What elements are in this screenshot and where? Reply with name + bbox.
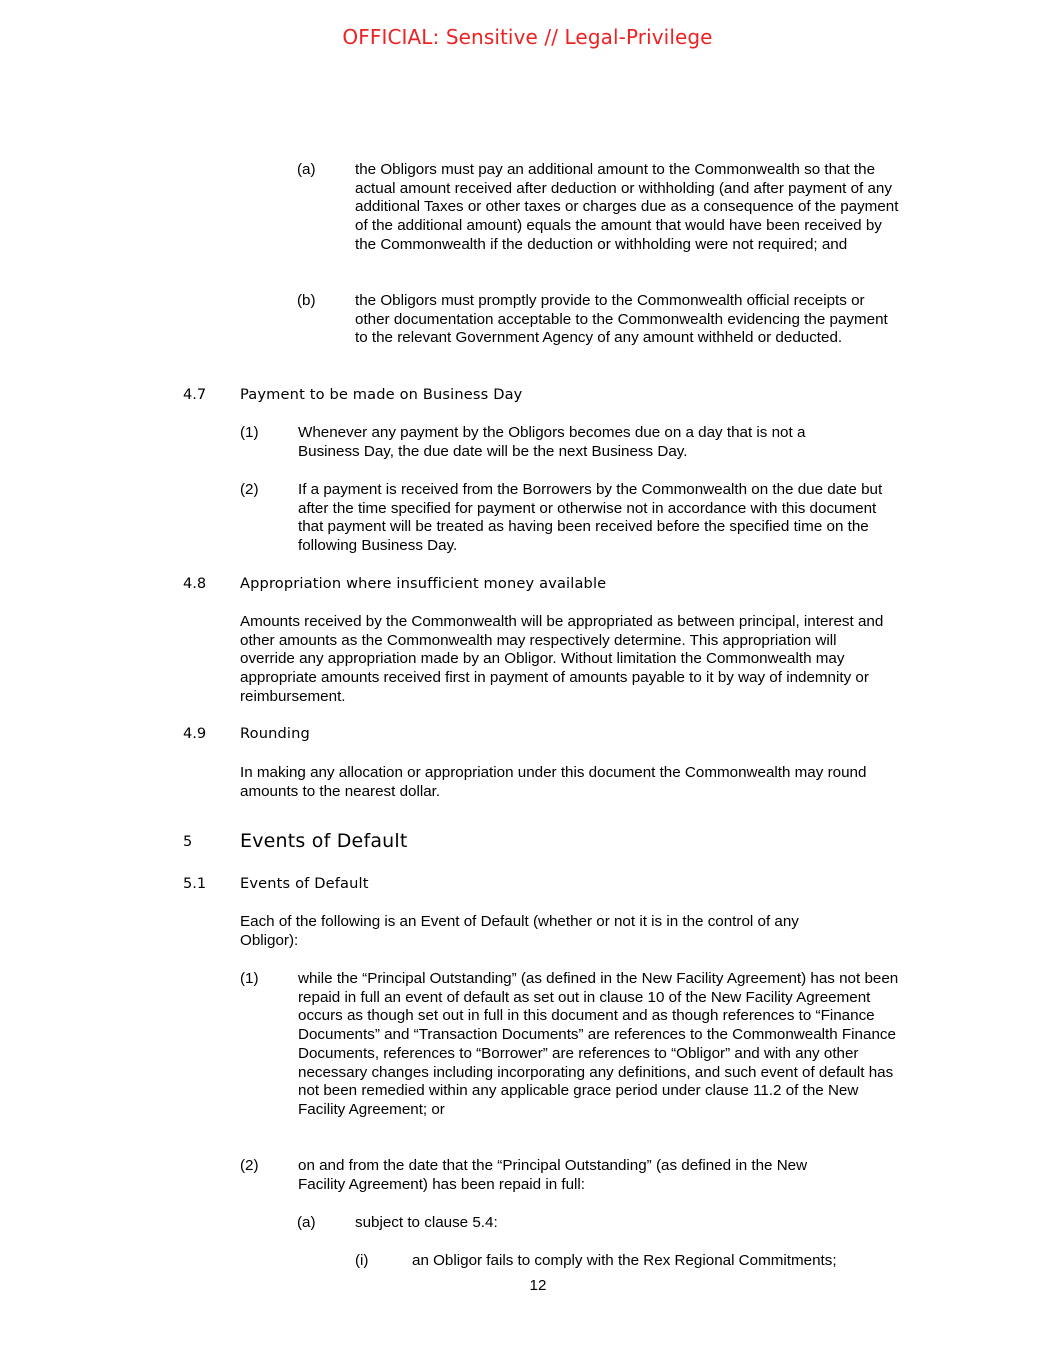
- clause-4-7-1-text: Whenever any payment by the Obligors becomes due on a day that is not a Business Day, the due date will be the next Business Day.: [298, 424, 806, 460]
- clause-5-1-2-a-label: (a): [297, 1214, 316, 1231]
- clause-4-7-number: 4.7: [183, 386, 207, 403]
- section-5-heading: Events of Default: [240, 830, 408, 852]
- clause-4-9-body: In making any allocation or appropriation under this document the Commonwealth may round amounts to the nearest dollar.: [240, 764, 867, 800]
- clause-4-9-heading: Rounding: [240, 725, 310, 742]
- clause-4-8-heading: Appropriation where insufficient money available: [240, 575, 607, 592]
- clause-4-7-heading: Payment to be made on Business Day: [240, 386, 523, 403]
- clause-5-1-2-a-text: subject to clause 5.4:: [355, 1214, 498, 1231]
- clause-4-8-body: Amounts received by the Commonwealth will be appropriated as between principal, interest and other amounts as the Commonwealth may respectively determine. This appropriation will override any appropriation made by an Obligor. Without limitation the Commonwealth may appropriate amounts received first in payment of amounts payable to it by way of indemnity or reimbursement.: [240, 613, 884, 705]
- clause-5-1-1-text: while the “Principal Outstanding” (as defined in the New Facility Agreement) has not been repaid in full an event of default as set out in clause 10 of the New Facility Agreement occurs as though set out in full in this document and as though references to “Finance Documents” and “Transaction Documents” are references to the Commonwealth Finance Documents, references to “Borrower” are references to “Obligor” and with any other necessary changes including incorporating any definitions, and such event of default has not been remedied within any applicable grace period under clause 11.2 of the New Facility Agreement; or: [298, 970, 899, 1118]
- classification-marking: OFFICIAL: Sensitive // Legal-Privilege: [342, 25, 713, 49]
- page-number: 12: [529, 1277, 547, 1294]
- item-b-label: (b): [297, 292, 316, 309]
- clause-5-1-2-a-i-label: (i): [355, 1252, 369, 1269]
- clause-4-7-2-text: If a payment is received from the Borrowers by the Commonwealth on the due date but after the time specified for payment or otherwise not in accordance with this document that payment will be treated as having been received before the specified time on the following Business Day.: [298, 481, 883, 555]
- item-b-text: the Obligors must promptly provide to the Commonwealth official receipts or other documentation acceptable to the Commonwealth evidencing the payment to the relevant Government Agency of any amount withheld or deducted.: [355, 292, 888, 347]
- clause-4-9-number: 4.9: [183, 725, 207, 742]
- item-a-label: (a): [297, 161, 316, 178]
- clause-5-1-2-a-i-text: an Obligor fails to comply with the Rex Regional Commitments;: [412, 1252, 837, 1269]
- clause-5-1-2-label: (2): [240, 1157, 259, 1174]
- clause-5-1-intro: Each of the following is an Event of Default (whether or not it is in the control of any Obligor):: [240, 913, 799, 949]
- item-a-text: the Obligors must pay an additional amount to the Commonwealth so that the actual amount received after deduction or withholding (and after payment of any additional Taxes or other taxes or charges due as a consequence of the payment of the additional amount) equals the amount that would have been received by the Commonwealth if the deduction or withholding were not required; and: [355, 161, 899, 253]
- clause-5-1-heading: Events of Default: [240, 875, 369, 892]
- section-5-number: 5: [183, 833, 193, 850]
- clause-4-7-1-label: (1): [240, 424, 259, 441]
- clause-5-1-1-label: (1): [240, 970, 259, 987]
- clause-5-1-2-text: on and from the date that the “Principal Outstanding” (as defined in the New Facility Agreement) has been repaid in full:: [298, 1157, 808, 1193]
- clause-4-8-number: 4.8: [183, 575, 207, 592]
- clause-5-1-number: 5.1: [183, 875, 207, 892]
- clause-4-7-2-label: (2): [240, 481, 259, 498]
